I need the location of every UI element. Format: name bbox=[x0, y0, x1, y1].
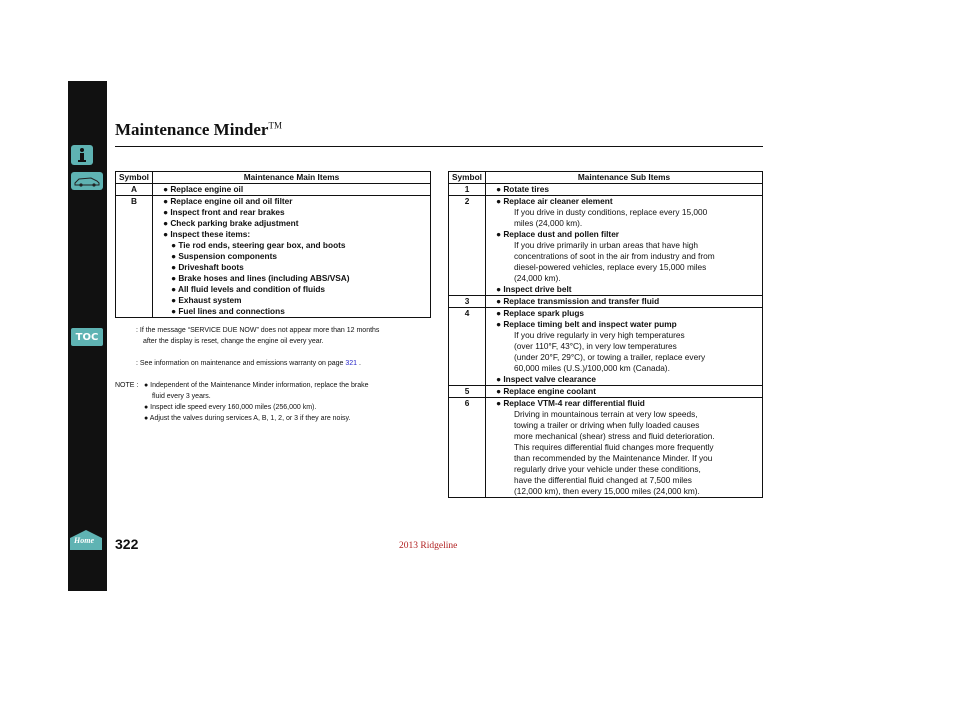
note-label: NOTE : bbox=[115, 382, 139, 389]
sub-list-item: ● Driveshaft boots bbox=[171, 262, 244, 272]
note-warranty bbox=[136, 358, 361, 369]
item-cell bbox=[153, 196, 431, 318]
note-oil-line2: after the display is reset, change the engine oil every year. bbox=[143, 338, 324, 345]
table-row bbox=[449, 196, 763, 296]
item-description: regularly drive your vehicle under these conditions, bbox=[514, 464, 701, 474]
table-row bbox=[449, 386, 763, 398]
note-warranty-text: : See information on maintenance and emissions warranty on page bbox=[136, 360, 346, 367]
symbol-cell: 4 bbox=[449, 308, 486, 386]
note-oil bbox=[136, 325, 379, 347]
table-row bbox=[449, 308, 763, 386]
note-bullet: ● Inspect idle speed every 160,000 miles (256,000 km). bbox=[144, 404, 317, 411]
item-description: If you drive primarily in urban areas that have high bbox=[514, 240, 699, 250]
item-cell bbox=[153, 184, 431, 196]
list-item: ● Inspect front and rear brakes bbox=[163, 207, 285, 217]
list-item: ● Replace dust and pollen filter bbox=[496, 229, 620, 239]
page-title bbox=[115, 120, 282, 140]
list-item: ● Replace air cleaner element bbox=[496, 196, 613, 206]
page-link[interactable]: 321 bbox=[345, 360, 358, 367]
list-item: ● Replace engine oil bbox=[163, 184, 244, 194]
info-icon[interactable] bbox=[71, 145, 93, 165]
item-cell bbox=[486, 386, 763, 398]
note-bullet-cont: fluid every 3 years. bbox=[152, 393, 211, 400]
list-item: ● Replace engine coolant bbox=[496, 386, 596, 396]
sub-list-item: ● Brake hoses and lines (including ABS/VSA) bbox=[171, 273, 350, 283]
list-item: ● Replace timing belt and inspect water pump bbox=[496, 319, 677, 329]
item-description: than recommended by the Maintenance Minder. If you bbox=[514, 453, 713, 463]
note-warranty-end: . bbox=[357, 360, 361, 367]
table-row bbox=[116, 184, 431, 196]
item-cell bbox=[486, 184, 763, 196]
item-description: If you drive regularly in very high temperatures bbox=[514, 330, 685, 340]
sub-list-item: ● Exhaust system bbox=[171, 295, 242, 305]
list-item: ● Rotate tires bbox=[496, 184, 549, 194]
item-description: have the differential fluid changed at 7,500 miles bbox=[514, 475, 692, 485]
item-cell bbox=[486, 196, 763, 296]
sub-items-table bbox=[448, 171, 763, 498]
list-item: ● Inspect these items: bbox=[163, 229, 251, 239]
item-cell bbox=[486, 296, 763, 308]
list-item: ● Inspect drive belt bbox=[496, 284, 572, 294]
item-cell bbox=[486, 398, 763, 498]
list-item: ● Check parking brake adjustment bbox=[163, 218, 299, 228]
home-button[interactable] bbox=[70, 530, 102, 550]
item-description: 60,000 miles (U.S.)/100,000 km (Canada). bbox=[514, 363, 670, 373]
note-oil-line1: : If the message “SERVICE DUE NOW” does not appear more than 12 months bbox=[136, 327, 380, 334]
item-description: Driving in mountainous terrain at very low speeds, bbox=[514, 409, 698, 419]
item-description: If you drive in dusty conditions, replace every 15,000 bbox=[514, 207, 708, 217]
table-row bbox=[449, 296, 763, 308]
list-item: ● Inspect valve clearance bbox=[496, 374, 597, 384]
list-item: ● Replace spark plugs bbox=[496, 308, 585, 318]
symbol-cell: 3 bbox=[449, 296, 486, 308]
item-description: (24,000 km). bbox=[514, 273, 561, 283]
title-rule bbox=[115, 146, 763, 147]
footer-title: 2013 Ridgeline bbox=[399, 541, 458, 551]
item-description: concentrations of soot in the air from industry and from bbox=[514, 251, 715, 261]
home-label: Home bbox=[74, 536, 94, 545]
table-header: Maintenance Sub Items bbox=[486, 172, 763, 184]
item-description: miles (24,000 km). bbox=[514, 218, 583, 228]
note-block bbox=[115, 380, 368, 424]
trademark-sup: TM bbox=[268, 120, 282, 131]
list-item: ● Replace transmission and transfer fluid bbox=[496, 296, 660, 306]
list-item: ● Replace VTM-4 rear differential fluid bbox=[496, 398, 645, 408]
sub-list-item: ● Fuel lines and connections bbox=[171, 306, 285, 316]
symbol-cell: 5 bbox=[449, 386, 486, 398]
item-description: This requires differential fluid changes more frequently bbox=[514, 442, 714, 452]
symbol-cell: 2 bbox=[449, 196, 486, 296]
table-row bbox=[449, 398, 763, 498]
symbol-cell: 1 bbox=[449, 184, 486, 196]
sub-list-item: ● All fluid levels and condition of fluids bbox=[171, 284, 326, 294]
item-description: towing a trailer or driving when fully loaded causes bbox=[514, 420, 700, 430]
sidebar bbox=[68, 81, 107, 591]
symbol-cell: A bbox=[116, 184, 153, 196]
item-description: (12,000 km), then every 15,000 miles (24,000 km). bbox=[514, 486, 700, 496]
table-header: Symbol bbox=[116, 172, 153, 184]
page-title-text: Maintenance Minder bbox=[115, 120, 269, 139]
item-cell bbox=[486, 308, 763, 386]
symbol-cell: B bbox=[116, 196, 153, 318]
main-items-table bbox=[115, 171, 431, 318]
table-header: Symbol bbox=[449, 172, 486, 184]
item-description: (under 20°F, 29°C), or towing a trailer, replace every bbox=[514, 352, 706, 362]
table-row bbox=[449, 184, 763, 196]
toc-button[interactable]: TOC bbox=[71, 328, 103, 346]
note-bullet: ● Independent of the Maintenance Minder information, replace the brake bbox=[144, 382, 369, 389]
item-description: diesel-powered vehicles, replace every 15,000 miles bbox=[514, 262, 707, 272]
car-icon[interactable] bbox=[71, 172, 103, 190]
table-row bbox=[116, 196, 431, 318]
sub-list-item: ● Suspension components bbox=[171, 251, 277, 261]
note-bullet: ● Adjust the valves during services A, B, 1, 2, or 3 if they are noisy. bbox=[144, 415, 351, 422]
symbol-cell: 6 bbox=[449, 398, 486, 498]
list-item: ● Replace engine oil and oil filter bbox=[163, 196, 293, 206]
item-description: (over 110°F, 43°C), in very low temperatures bbox=[514, 341, 677, 351]
table-header: Maintenance Main Items bbox=[153, 172, 431, 184]
sub-list-item: ● Tie rod ends, steering gear box, and boots bbox=[171, 240, 346, 250]
item-description: more mechanical (shear) stress and fluid deterioration. bbox=[514, 431, 715, 441]
page-number: 322 bbox=[115, 536, 139, 552]
